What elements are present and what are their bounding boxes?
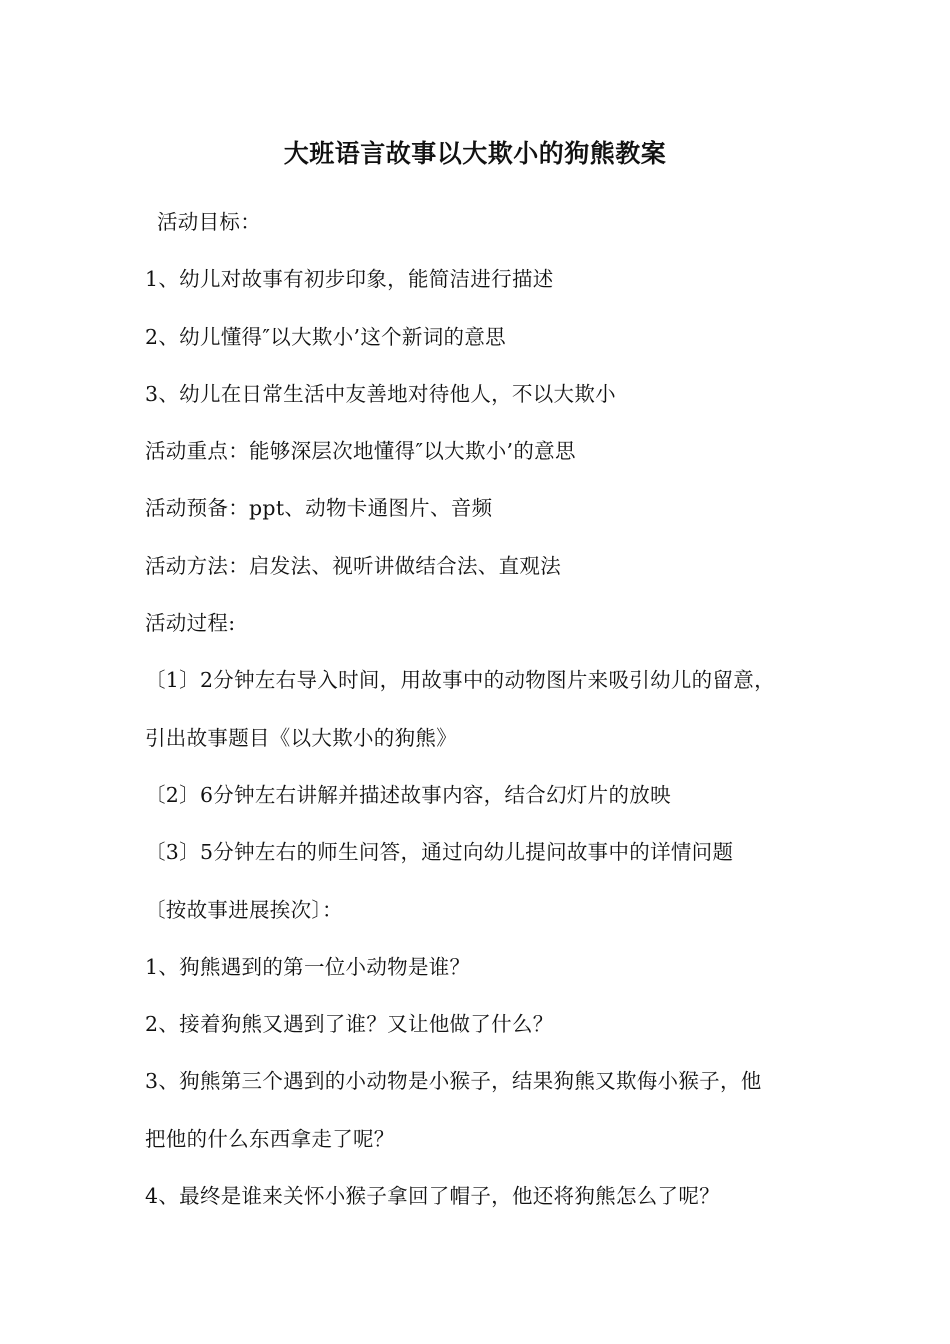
document-body (145, 202, 835, 1233)
question-item-3-line-a: 3、狗熊第三个遇到的小动物是小猴子，结果狗熊又欺侮小猴子，他 (145, 1069, 762, 1094)
question-item-2: 2、接着狗熊又遇到了谁？又让他做了什么？ (145, 1012, 554, 1037)
objective-item-2: 2、幼儿懂得″以大欺小’这个新词的意思 (145, 324, 506, 349)
method-line: 活动方法：启发法、视听讲做结合法、直观法 (145, 553, 561, 578)
process-step-2: 〔2〕6分钟左右讲解并描述故事内容，结合幻灯片的放映 (145, 782, 671, 807)
key-point-line: 活动重点：能够深层次地懂得″以大欺小’的意思 (145, 439, 576, 464)
process-step-1-line-b: 引出故事题目《以大欺小的狗熊》 (145, 725, 457, 750)
question-item-4: 4、最终是谁来关怀小猴子拿回了帽子，他还将狗熊怎么了呢？ (145, 1184, 720, 1209)
section-heading-objectives: 活动目标： (157, 210, 261, 234)
process-step-3-line-a: 〔3〕5分钟左右的师生问答，通过向幼儿提问故事中的详情问题 (145, 840, 734, 865)
document-title: 大班语言故事以大欺小的狗熊教案 (283, 139, 667, 168)
question-item-1: 1、狗熊遇到的第一位小动物是谁？ (145, 954, 471, 979)
preparation-line: 活动预备：ppt、动物卡通图片、音频 (145, 496, 493, 521)
process-step-1-line-a: 〔1〕2分钟左右导入时间，用故事中的动物图片来吸引幼儿的留意， (145, 668, 775, 693)
objective-item-1: 1、幼儿对故事有初步印象，能简洁进行描述 (145, 267, 554, 292)
question-item-3-line-b: 把他的什么东西拿走了呢？ (145, 1126, 395, 1151)
process-step-3-line-b: 〔按故事进展挨次〕： (145, 897, 343, 922)
objective-item-3: 3、幼儿在日常生活中友善地对待他人，不以大欺小 (145, 381, 616, 406)
section-heading-process: 活动过程: (145, 611, 236, 636)
